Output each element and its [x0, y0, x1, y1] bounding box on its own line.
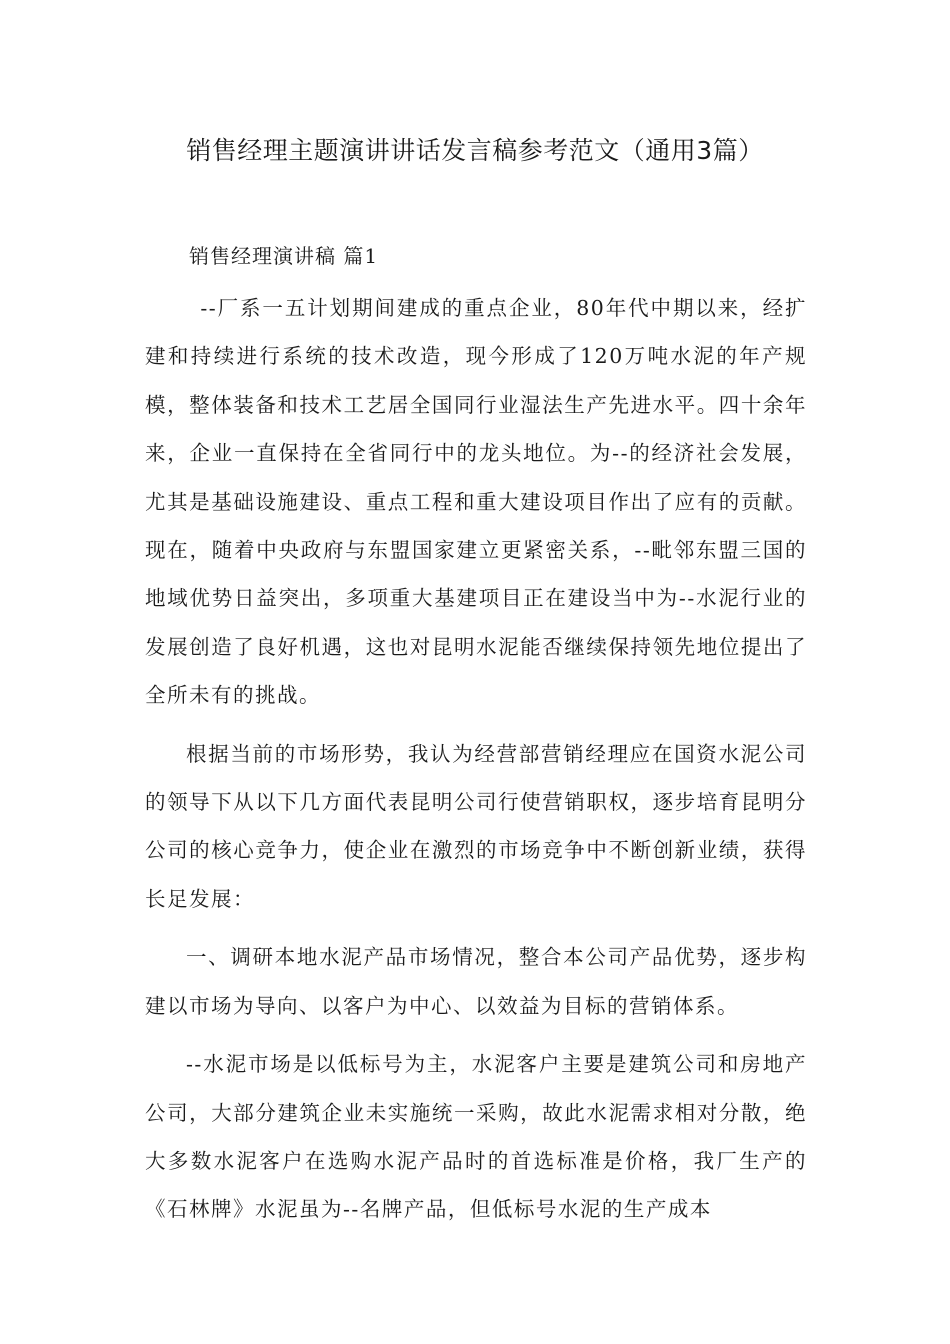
paragraph-1: --厂系一五计划期间建成的重点企业，80年代中期以来，经扩建和持续进行系统的技术改造，现今形成了120万吨水泥的年产规模，整体装备和技术工艺居全国同行业湿法生产先进水平。四十余年来，企业一直保持在全省同行中的龙头地位。为--的经济社会发展，尤其是基础设施建设、重点工程和重大建设项目作出了应有的贡献。现在，随着中央政府与东盟国家建立更紧密关系，--毗邻东盟三国的地域优势日益突出，多项重大基建项目正在建设当中为--水泥行业的发展创造了良好机遇，这也对昆明水泥能否继续保持领先地位提出了全所未有的挑战。 [145, 296, 807, 708]
document-title: 销售经理主题演讲讲话发言稿参考范文（通用3篇） [186, 136, 764, 165]
document-body [145, 284, 807, 1244]
paragraph-4: --水泥市场是以低标号为主，水泥客户主要是建筑公司和房地产公司，大部分建筑企业未实施统一采购，故此水泥需求相对分散，绝大多数水泥客户在选购水泥产品时的首选标准是价格，我厂生产的《石林牌》水泥虽为--名牌产品，但低标号水泥的生产成本 [145, 1052, 807, 1222]
section-heading: 销售经理演讲稿 篇1 [189, 244, 379, 268]
paragraph-3: 一、调研本地水泥产品市场情况，整合本公司产品优势，逐步构建以市场为导向、以客户为中心、以效益为目标的营销体系。 [145, 945, 807, 1018]
paragraph-2: 根据当前的市场形势，我认为经营部营销经理应在国资水泥公司的领导下从以下几方面代表昆明公司行使营销职权，逐步培育昆明分公司的核心竞争力，使企业在激烈的市场竞争中不断创新业绩，获得长足发展： [145, 741, 807, 911]
